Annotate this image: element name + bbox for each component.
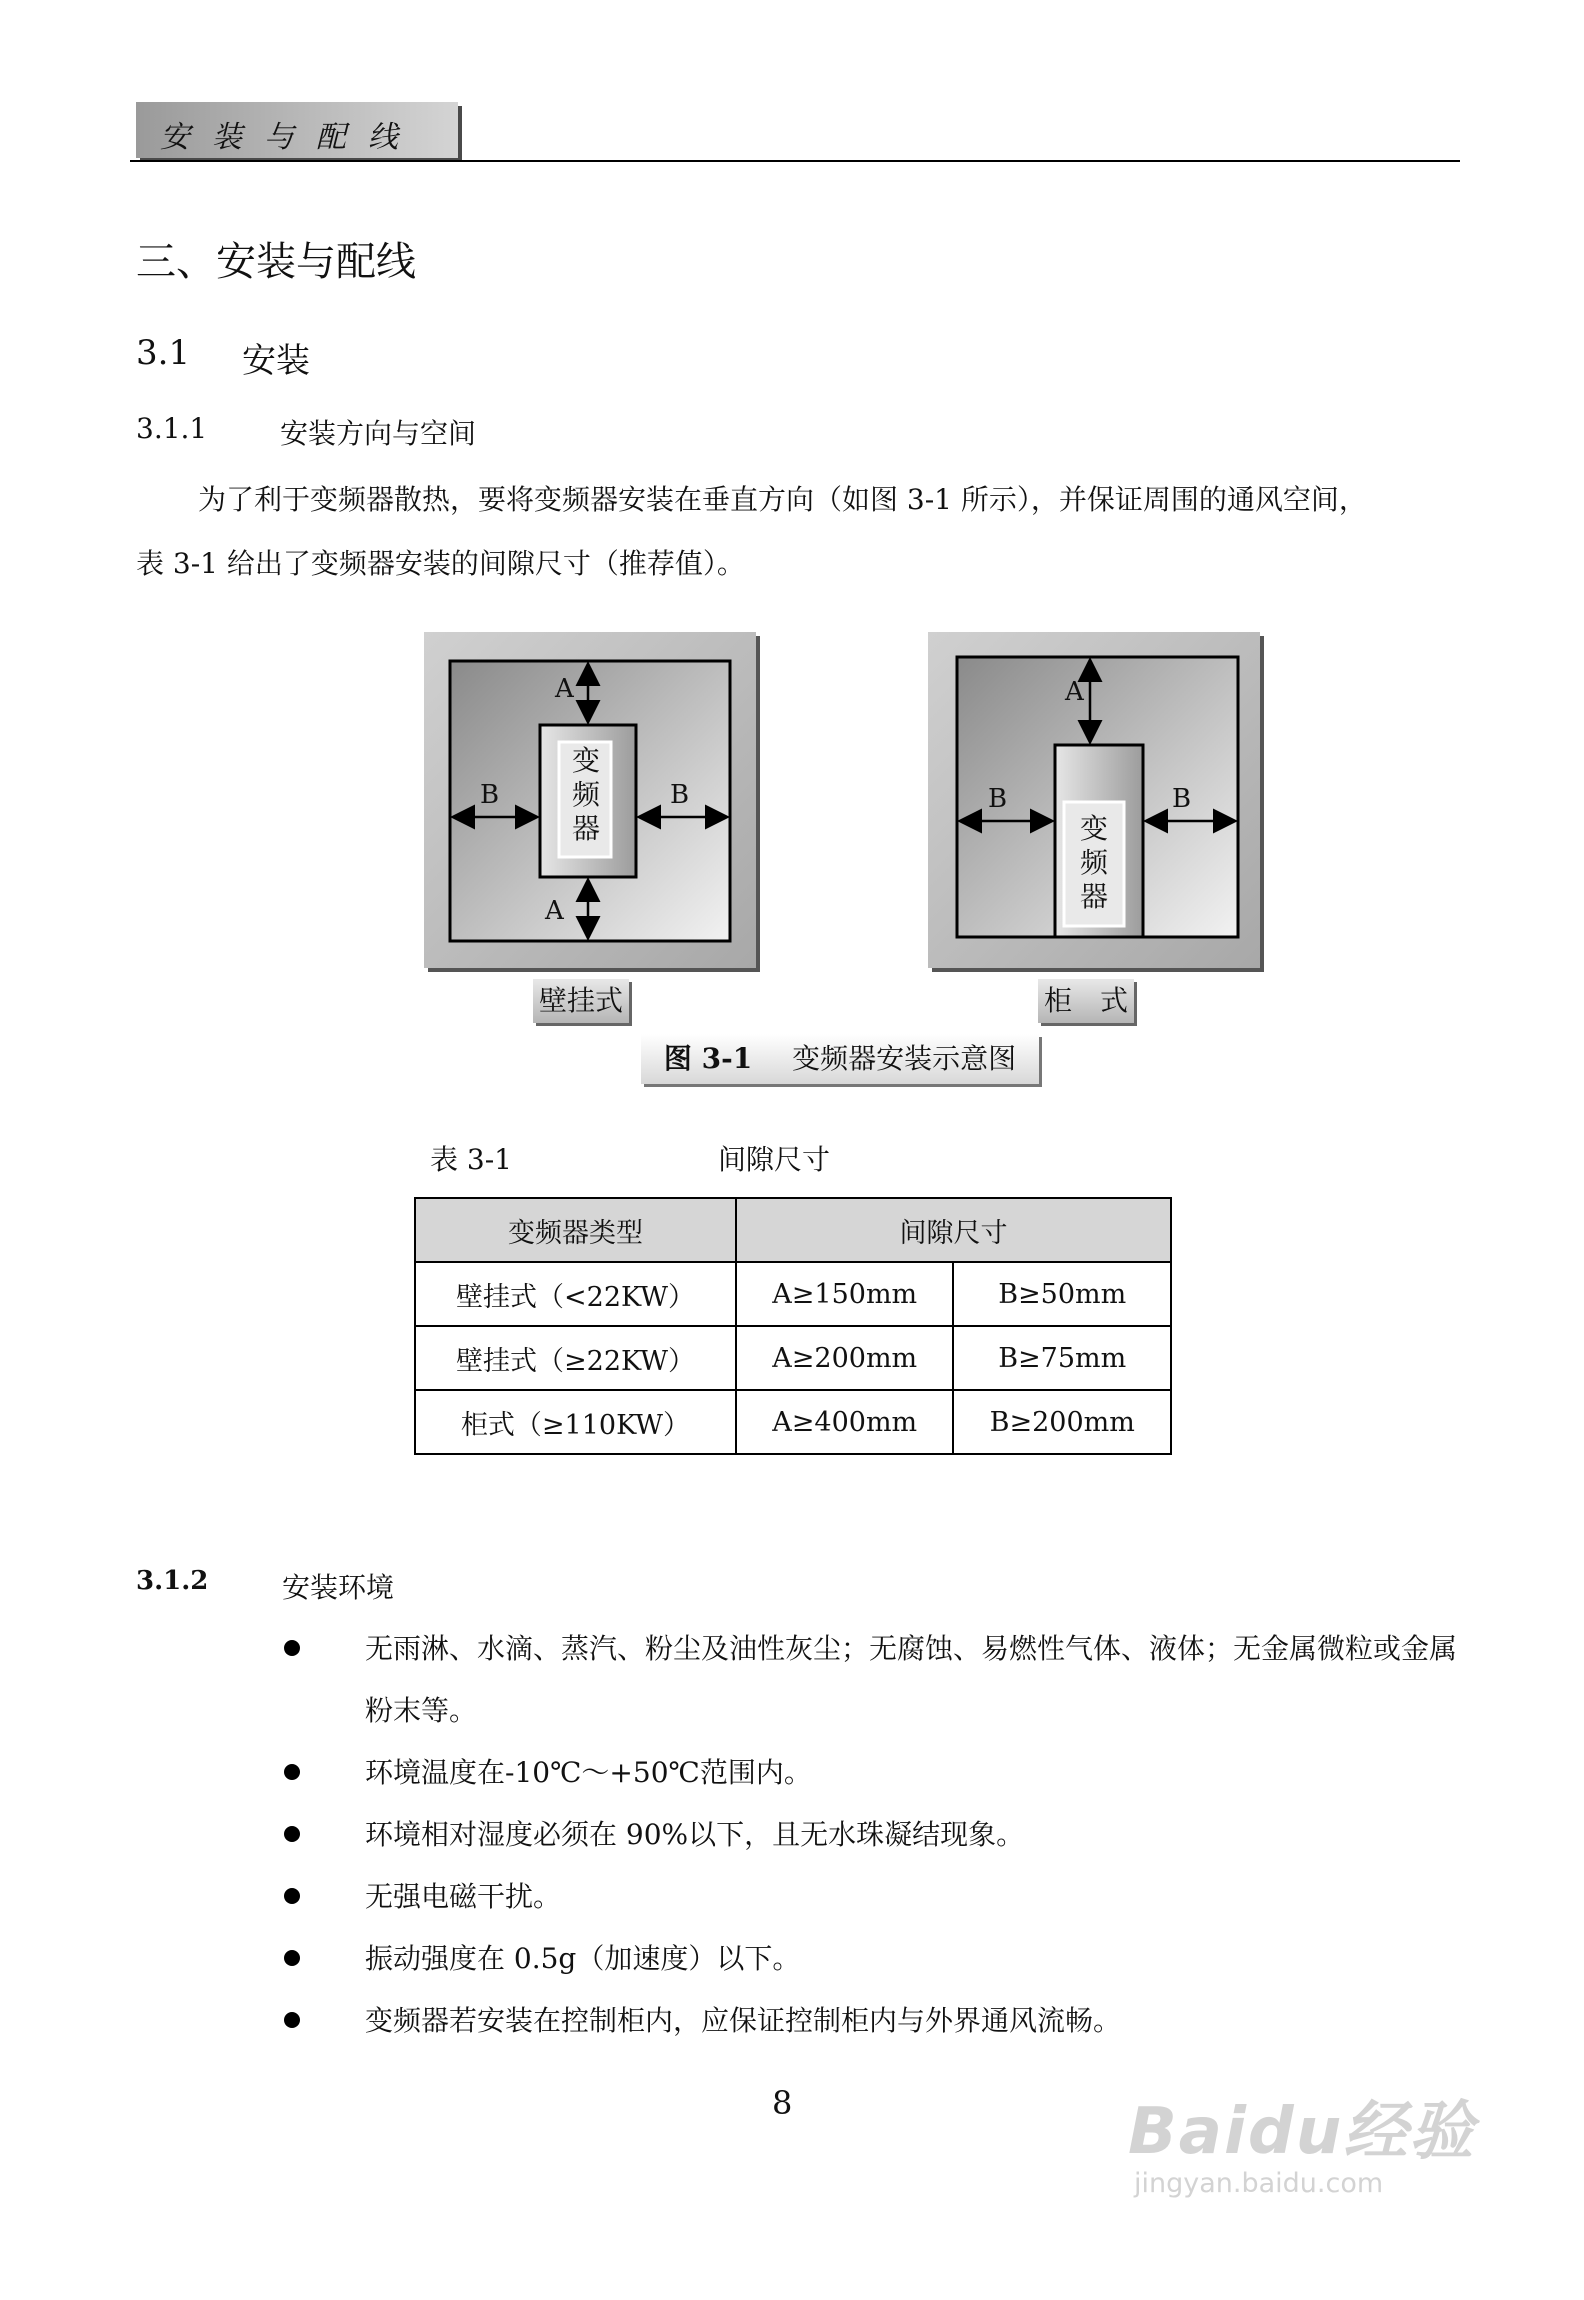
table-cell: A≥400mm [736,1390,954,1454]
subsection-title: 安装环境 [282,1571,395,1604]
watermark-url: jingyan.baidu.com [1134,2168,1384,2199]
label-a-top: A [555,674,574,704]
label-b-left: B [480,780,500,810]
table-row [415,1390,1171,1454]
watermark-brand: Baidu经验 [1128,2095,1476,2169]
list-item-text: 振动强度在 0.5g（加速度）以下。 [365,1942,801,1975]
intro-paragraph [136,468,1456,596]
baidu-watermark [1128,2080,1475,2199]
bullet-icon [284,1826,300,1842]
list-item [280,1866,1460,1928]
table-cell: B≥50mm [953,1262,1171,1326]
label-b-right: B [1172,784,1192,814]
clearance-table [414,1197,1172,1455]
wall-mount-diagram [424,632,756,968]
list-item-text: 无强电磁干扰。 [365,1880,562,1913]
label-b-left: B [988,784,1008,814]
figure-caption [641,1034,1039,1084]
table-title: 间隙尺寸 [718,1143,831,1176]
paragraph-line: 表 3-1 给出了变频器安装的间隙尺寸（推荐值）。 [136,547,745,580]
wall-mount-caption: 壁挂式 [533,979,629,1023]
inverter-label: 变频器 [1079,812,1108,913]
cabinet-drawing [928,632,1260,968]
table-cell: A≥150mm [736,1262,954,1326]
paragraph-line: 为了利于变频器散热，要将变频器安装在垂直方向（如图 3-1 所示），并保证周围的通风空间， [198,483,1367,516]
chapter-title: 三、安装与配线 [136,239,416,285]
list-item-text: 无雨淋、水滴、蒸汽、粉尘及油性灰尘；无腐蚀、易燃性气体、液体；无金属微粒或金属粉末等。 [365,1632,1458,1727]
list-item [280,1742,1460,1804]
bullet-icon [284,2012,300,2028]
label-a-bottom: A [545,896,564,926]
list-item [280,1928,1460,1990]
table-cell: 柜式（≥110KW） [415,1390,736,1454]
table-cell: B≥75mm [953,1326,1171,1390]
page-number: 8 [772,2084,793,2122]
list-item [280,1990,1460,2052]
table-cell: 壁挂式（≥22KW） [415,1326,736,1390]
table-row [415,1326,1171,1390]
table-header-row [415,1198,1171,1262]
subsection-number: 3.1.1 [136,412,208,445]
list-item-text: 环境温度在-10℃～+50℃范围内。 [365,1756,812,1789]
subsection-number: 3.1.2 [136,1566,209,1596]
figure-number: 图 3-1 [663,1042,753,1075]
header-rule [130,160,1460,162]
bullet-icon [284,1640,300,1656]
table-row [415,1262,1171,1326]
cabinet-diagram [928,632,1260,968]
list-item [280,1804,1460,1866]
inverter-label: 变频器 [571,744,600,845]
list-item-text: 环境相对湿度必须在 90%以下，且无水珠凝结现象。 [365,1818,1025,1851]
label-a-top: A [1065,677,1084,707]
environment-list [280,1618,1460,2052]
subsection-title: 安装方向与空间 [280,417,477,450]
bullet-icon [284,1888,300,1904]
section-number: 3.1 [136,333,191,373]
table-header-cell: 间隙尺寸 [736,1198,1171,1262]
label-b-right: B [670,780,690,810]
table-cell: B≥200mm [953,1390,1171,1454]
bullet-icon [284,1764,300,1780]
table-header-cell: 变频器类型 [415,1198,736,1262]
section-title: 安装 [242,341,310,381]
figure-title: 变频器安装示意图 [792,1042,1017,1075]
cabinet-caption: 柜 式 [1038,979,1134,1023]
list-item-text: 变频器若安装在控制柜内，应保证控制柜内与外界通风流畅。 [365,2004,1122,2037]
table-label: 表 3-1 [430,1143,512,1176]
bullet-icon [284,1950,300,1966]
list-item [280,1618,1460,1742]
table-cell: 壁挂式（<22KW） [415,1262,736,1326]
running-header: 安装与配线 [160,120,420,155]
table-cell: A≥200mm [736,1326,954,1390]
